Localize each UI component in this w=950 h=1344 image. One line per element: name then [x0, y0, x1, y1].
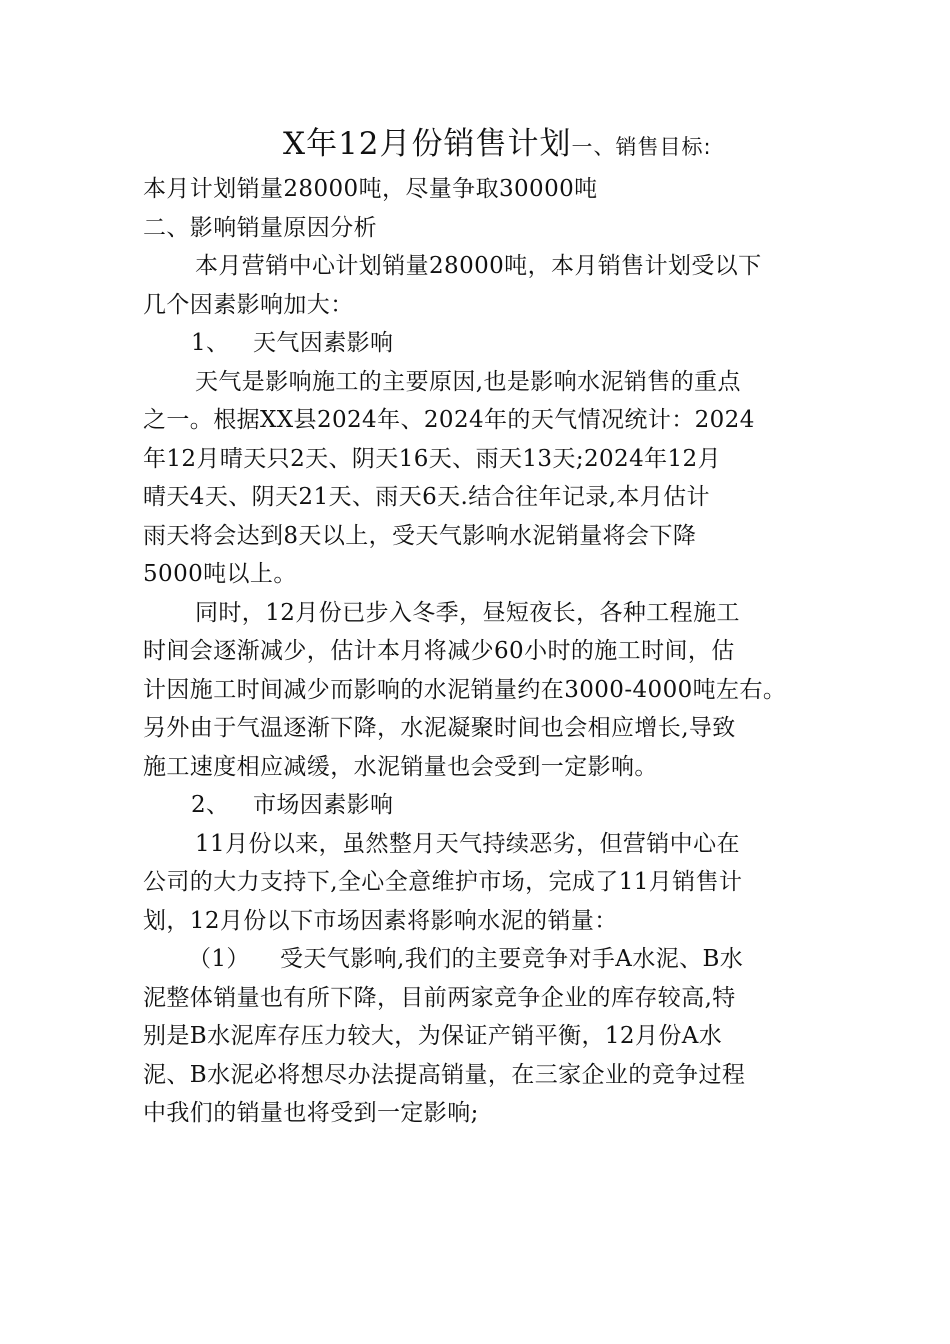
- paragraph-line: 时间会逐渐减少，估计本月将减少60小时的施工时间，估: [143, 638, 735, 664]
- item-heading-weather: [143, 324, 811, 363]
- sub-item-text: 受天气影响,我们的主要竞争对手A水泥、B水: [280, 946, 744, 972]
- paragraph-line: 几个因素影响加大：: [143, 291, 354, 318]
- paragraph-line: 11月份以来，虽然整月天气持续恶劣，但营销中心在: [195, 830, 740, 857]
- paragraph-line: 5000吨以上。: [143, 561, 297, 587]
- section-1-heading: 一、销售目标:: [571, 135, 712, 159]
- item-number: 1、: [191, 330, 230, 356]
- paragraph-line: 公司的大力支持下,全心全意维护市场，完成了11月销售计: [143, 869, 743, 895]
- paragraph-line: 别是B水泥库存压力较大，为保证产销平衡，12月份A水: [143, 1023, 723, 1049]
- paragraph-line: 天气是影响施工的主要原因,也是影响水泥销售的重点: [195, 368, 741, 395]
- paragraph-line: 同时，12月份已步入冬季，昼短夜长，各种工程施工: [195, 599, 740, 626]
- paragraph-line: 雨天将会达到8天以上，受天气影响水泥销量将会下降: [143, 522, 697, 549]
- sub-item-number: （1）: [188, 946, 250, 972]
- document-title: [283, 122, 712, 171]
- section-2-heading: 二、影响销量原因分析: [143, 214, 377, 241]
- paragraph-line: 施工速度相应减缓，水泥销量也会受到一定影响。: [143, 753, 658, 780]
- sales-target-text: 本月计划销量28000吨，尽量争取30000吨: [143, 176, 598, 202]
- paragraph-line: 年12月晴天只2天、阴天16天、雨天13天;2024年12月: [143, 445, 721, 472]
- item-label: 天气因素影响: [253, 330, 394, 356]
- item-label: 市场因素影响: [253, 792, 394, 818]
- title-text: X年12月份销售计划: [283, 126, 572, 162]
- item-number: 2、: [191, 792, 230, 818]
- paragraph-line: 划，12月份以下市场因素将影响水泥的销量：: [143, 907, 618, 934]
- paragraph-line: 中我们的销量也将受到一定影响;: [143, 1100, 479, 1126]
- item-heading-market: [143, 786, 811, 825]
- paragraph-line: 另外由于气温逐渐下降，水泥凝聚时间也会相应增长,导致: [143, 715, 736, 741]
- paragraph-line: 晴天4天、阴天21天、雨天6天.结合往年记录,本月估计: [143, 484, 710, 510]
- paragraph-line: 泥整体销量也有所下降，目前两家竞争企业的库存较高,特: [143, 984, 736, 1011]
- paragraph-line: 之一。根据XX县2024年、2024年的天气情况统计：2024: [143, 407, 755, 433]
- paragraph-line: 泥、B水泥必将想尽办法提高销量，在三家企业的竞争过程: [143, 1061, 746, 1088]
- paragraph-line: 计因施工时间减少而影响的水泥销量约在3000-4000吨左右。: [143, 676, 787, 703]
- sub-item-line: [143, 940, 811, 979]
- paragraph-line: 本月营销中心计划销量28000吨，本月销售计划受以下: [195, 253, 762, 279]
- document-body: [143, 170, 811, 1133]
